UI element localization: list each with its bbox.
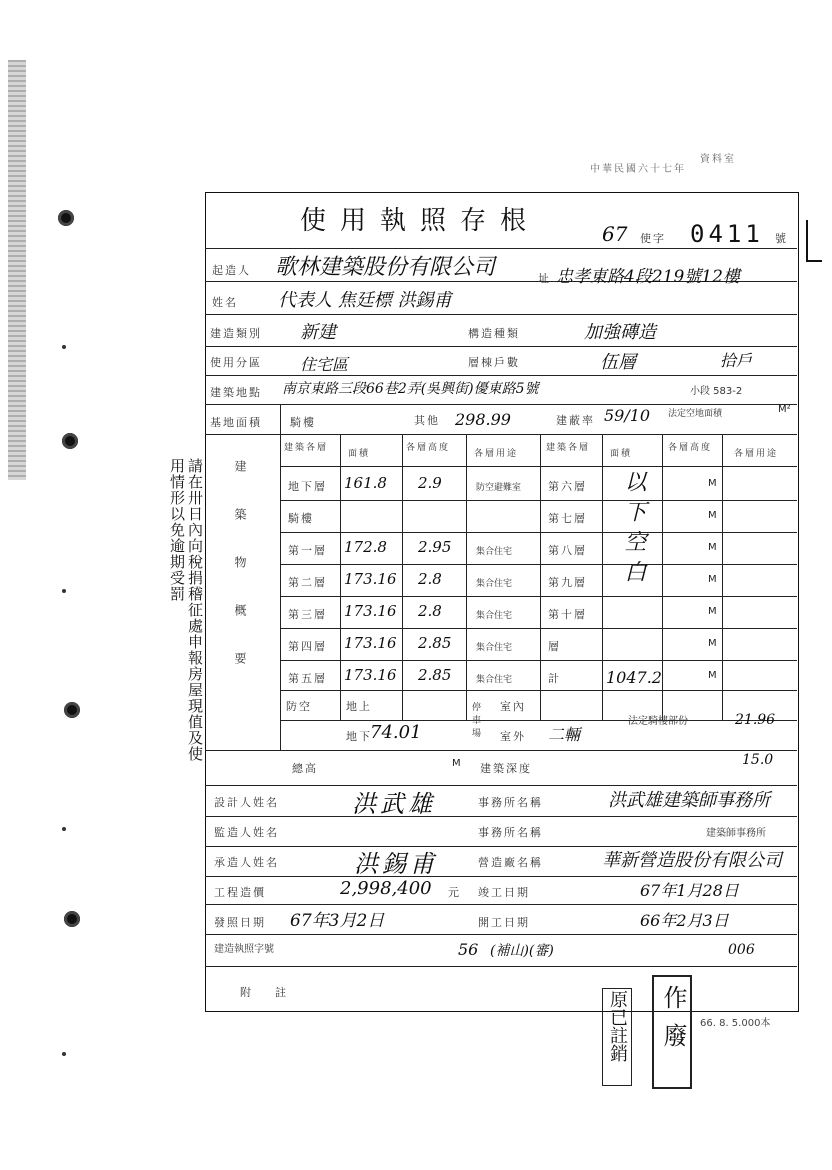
punch-hole-3 — [64, 702, 80, 718]
permit-number: 0411 — [690, 220, 764, 248]
use-zone-label: 使用分區 — [210, 356, 262, 369]
contractor-label: 承造人姓名 — [214, 856, 279, 869]
builder-value: 歌林建築股份有限公司 — [275, 255, 496, 280]
floor-area: 173.16 — [344, 634, 397, 652]
number-suffix: 號 — [775, 232, 788, 245]
supervisor-label: 監造人姓名 — [214, 826, 279, 839]
coverage-label: 建蔽率 — [556, 414, 595, 427]
floor-label-right: 第十層 — [548, 608, 587, 621]
area-other-value: 298.99 — [455, 410, 511, 429]
col-use-left: 各層用途 — [474, 449, 519, 459]
floor-label: 第五層 — [288, 672, 327, 685]
cost-unit: 元 — [448, 886, 461, 899]
designer-firm-value: 洪武雄建築師事務所 — [608, 790, 770, 811]
total-value: 1047.2 — [606, 668, 662, 687]
edge-mark — [62, 1052, 66, 1056]
permit-ref-mid: (補山)(審) — [490, 943, 554, 959]
name-label: 姓名 — [212, 296, 238, 309]
floor-use: 集合住宅 — [476, 675, 513, 685]
floor-height: 2.8 — [418, 570, 442, 588]
below-here: 以下空白 — [621, 470, 646, 590]
depth-value: 15.0 — [742, 752, 774, 768]
structure-value: 加強磚造 — [584, 322, 656, 343]
col-height-right: 各層高度 — [668, 443, 713, 453]
floor-label-right: 第八層 — [548, 544, 587, 557]
airraid-up: 地上 — [346, 700, 372, 713]
note-label: 附註 — [240, 986, 310, 999]
parking-in: 室內 — [500, 700, 526, 713]
unit-m2: M² — [778, 404, 791, 415]
floor-area: 172.8 — [344, 538, 387, 556]
floor-label-right: 第六層 — [548, 480, 587, 493]
contractor-firm-label: 營造廠名稱 — [478, 856, 543, 869]
floor-label-right: 第九層 — [548, 576, 587, 589]
col-floor-left: 建築各層 — [284, 443, 329, 453]
unit-m2: M — [708, 606, 717, 617]
floor-height: 2.85 — [418, 634, 452, 652]
floors-value: 伍層 — [600, 352, 636, 373]
floor-label: 地下層 — [288, 480, 327, 493]
legal-label: 法定空地面積 — [668, 409, 723, 419]
permit-ref-value: 56 — [458, 940, 479, 959]
col-area-left: 面積 — [348, 449, 371, 459]
building-type-label: 建造類別 — [210, 327, 262, 340]
floor-height: 2.85 — [418, 666, 452, 684]
area-label: 基地面積 — [210, 416, 262, 429]
designer-label: 設計人姓名 — [214, 796, 279, 809]
work-start-label: 開工日期 — [478, 916, 530, 929]
floor-label: 第一層 — [288, 544, 327, 557]
address-label: 址 — [538, 272, 551, 285]
site-label: 建築地點 — [210, 386, 262, 399]
contractor-value: 洪錫甫 — [354, 850, 438, 878]
floor-label: 第三層 — [288, 608, 327, 621]
parking-out-value: 二輛 — [548, 725, 581, 744]
floor-label: 騎樓 — [288, 512, 314, 525]
work-start-value: 66年2月3日 — [640, 911, 729, 930]
punch-hole-2 — [62, 433, 78, 449]
setback-label: 法定騎樓部份 — [628, 716, 688, 727]
right-edge-bracket — [806, 220, 822, 262]
designer-firm-label: 事務所名稱 — [478, 796, 543, 809]
coverage-value: 59/10 — [604, 406, 651, 425]
section-building: 建築物概要 — [233, 460, 247, 700]
area-other-label: 其他 — [414, 414, 440, 427]
number-prefix: 67 — [602, 222, 628, 246]
edge-mark — [62, 827, 66, 831]
floor-use: 集合住宅 — [476, 643, 513, 653]
builder-label: 起造人 — [212, 264, 251, 277]
void-stamp-text: 作廢 — [659, 985, 687, 1061]
permit-date-label: 發照日期 — [214, 916, 266, 929]
number-mid: 使字 — [640, 232, 666, 245]
start-value: 67年1月28日 — [640, 881, 739, 900]
unit-m2: M — [708, 542, 717, 553]
permit-ref-num: 006 — [728, 942, 755, 958]
col-floor-right: 建築各層 — [546, 443, 591, 453]
floor-use: 防空避難室 — [476, 483, 522, 493]
floor-label: 第四層 — [288, 640, 327, 653]
depth-label: 建築深度 — [480, 762, 532, 775]
setback-value: 21.96 — [735, 712, 776, 728]
floor-height: 2.95 — [418, 538, 452, 556]
floor-use: 集合住宅 — [476, 611, 513, 621]
floor-label: 第二層 — [288, 576, 327, 589]
designer-value: 洪武雄 — [352, 790, 436, 818]
floor-area: 173.16 — [344, 570, 397, 588]
parking-label: 停車場 — [472, 703, 484, 739]
header-stamp-line1: 中華民國六十七年 — [590, 164, 686, 175]
parking-out: 室外 — [500, 730, 526, 743]
supervisor-firm-label: 事務所名稱 — [478, 826, 543, 839]
floor-label-right: 層 — [548, 640, 561, 653]
unit-m2: M — [708, 510, 717, 521]
floor-area: 173.16 — [344, 666, 397, 684]
use-zone-value: 住宅區 — [300, 355, 349, 374]
unit-m2: M — [708, 574, 717, 585]
building-type-value: 新建 — [300, 322, 336, 343]
floor-label-right: 計 — [548, 672, 561, 685]
cost-label: 工程造價 — [214, 886, 266, 899]
floor-height: 2.8 — [418, 602, 442, 620]
col-height-left: 各層高度 — [406, 443, 451, 453]
name-value: 代表人 焦廷標 洪錫甫 — [278, 290, 452, 311]
airraid-label: 防空 — [286, 700, 312, 713]
edge-mark — [62, 589, 66, 593]
supervisor-firm-value: 建築師事務所 — [706, 828, 766, 839]
unit-m2: M — [708, 478, 717, 489]
floor-area: 161.8 — [344, 474, 387, 492]
cancel-stamp-text: 原已註銷 — [607, 990, 628, 1062]
header-stamp-line2: 資料室 — [700, 154, 736, 165]
structure-label: 構造種類 — [468, 327, 520, 340]
height-label: 總高 — [292, 762, 318, 775]
col-use-right: 各層用途 — [734, 449, 779, 459]
punch-hole-1 — [58, 210, 74, 226]
side-note: 請在卅日內向稅捐稽征處申報房屋現值及使用情形以免逾期受罰 — [168, 458, 204, 762]
floor-height: 2.9 — [418, 474, 442, 492]
floor-label-right: 第七層 — [548, 512, 587, 525]
corner-code: 66. 8. 5.000本 — [700, 1018, 771, 1029]
permit-ref-label: 建造執照字號 — [214, 944, 274, 955]
binding-edge — [8, 60, 26, 480]
area-arcade-label: 騎樓 — [290, 416, 316, 429]
form-title: 使用執照存根 — [300, 206, 541, 236]
floor-use: 集合住宅 — [476, 547, 513, 557]
cost-value: 2,998,400 — [340, 878, 432, 899]
address-value: 忠孝東路4段219號12樓 — [556, 267, 740, 287]
contractor-firm-value: 華新營造股份有限公司 — [602, 850, 782, 871]
floor-area: 173.16 — [344, 602, 397, 620]
col-area-right: 面積 — [610, 449, 633, 459]
unit-m2: M — [708, 670, 717, 681]
floors-label: 層棟戶數 — [468, 356, 520, 369]
units-value: 拾戶 — [720, 351, 753, 370]
airraid-down-value: 74.01 — [370, 722, 422, 743]
airraid-down: 地下 — [346, 730, 372, 743]
permit-date-value: 67年3月2日 — [290, 911, 385, 931]
floor-use: 集合住宅 — [476, 579, 513, 589]
punch-hole-4 — [64, 911, 80, 927]
site-value: 南京東路三段66巷2弄(吳興街)優東路5號 — [282, 381, 539, 397]
parcel-value: 小段 583-2 — [690, 386, 743, 397]
edge-mark — [62, 345, 66, 349]
unit-m2: M — [708, 638, 717, 649]
start-label: 竣工日期 — [478, 886, 530, 899]
